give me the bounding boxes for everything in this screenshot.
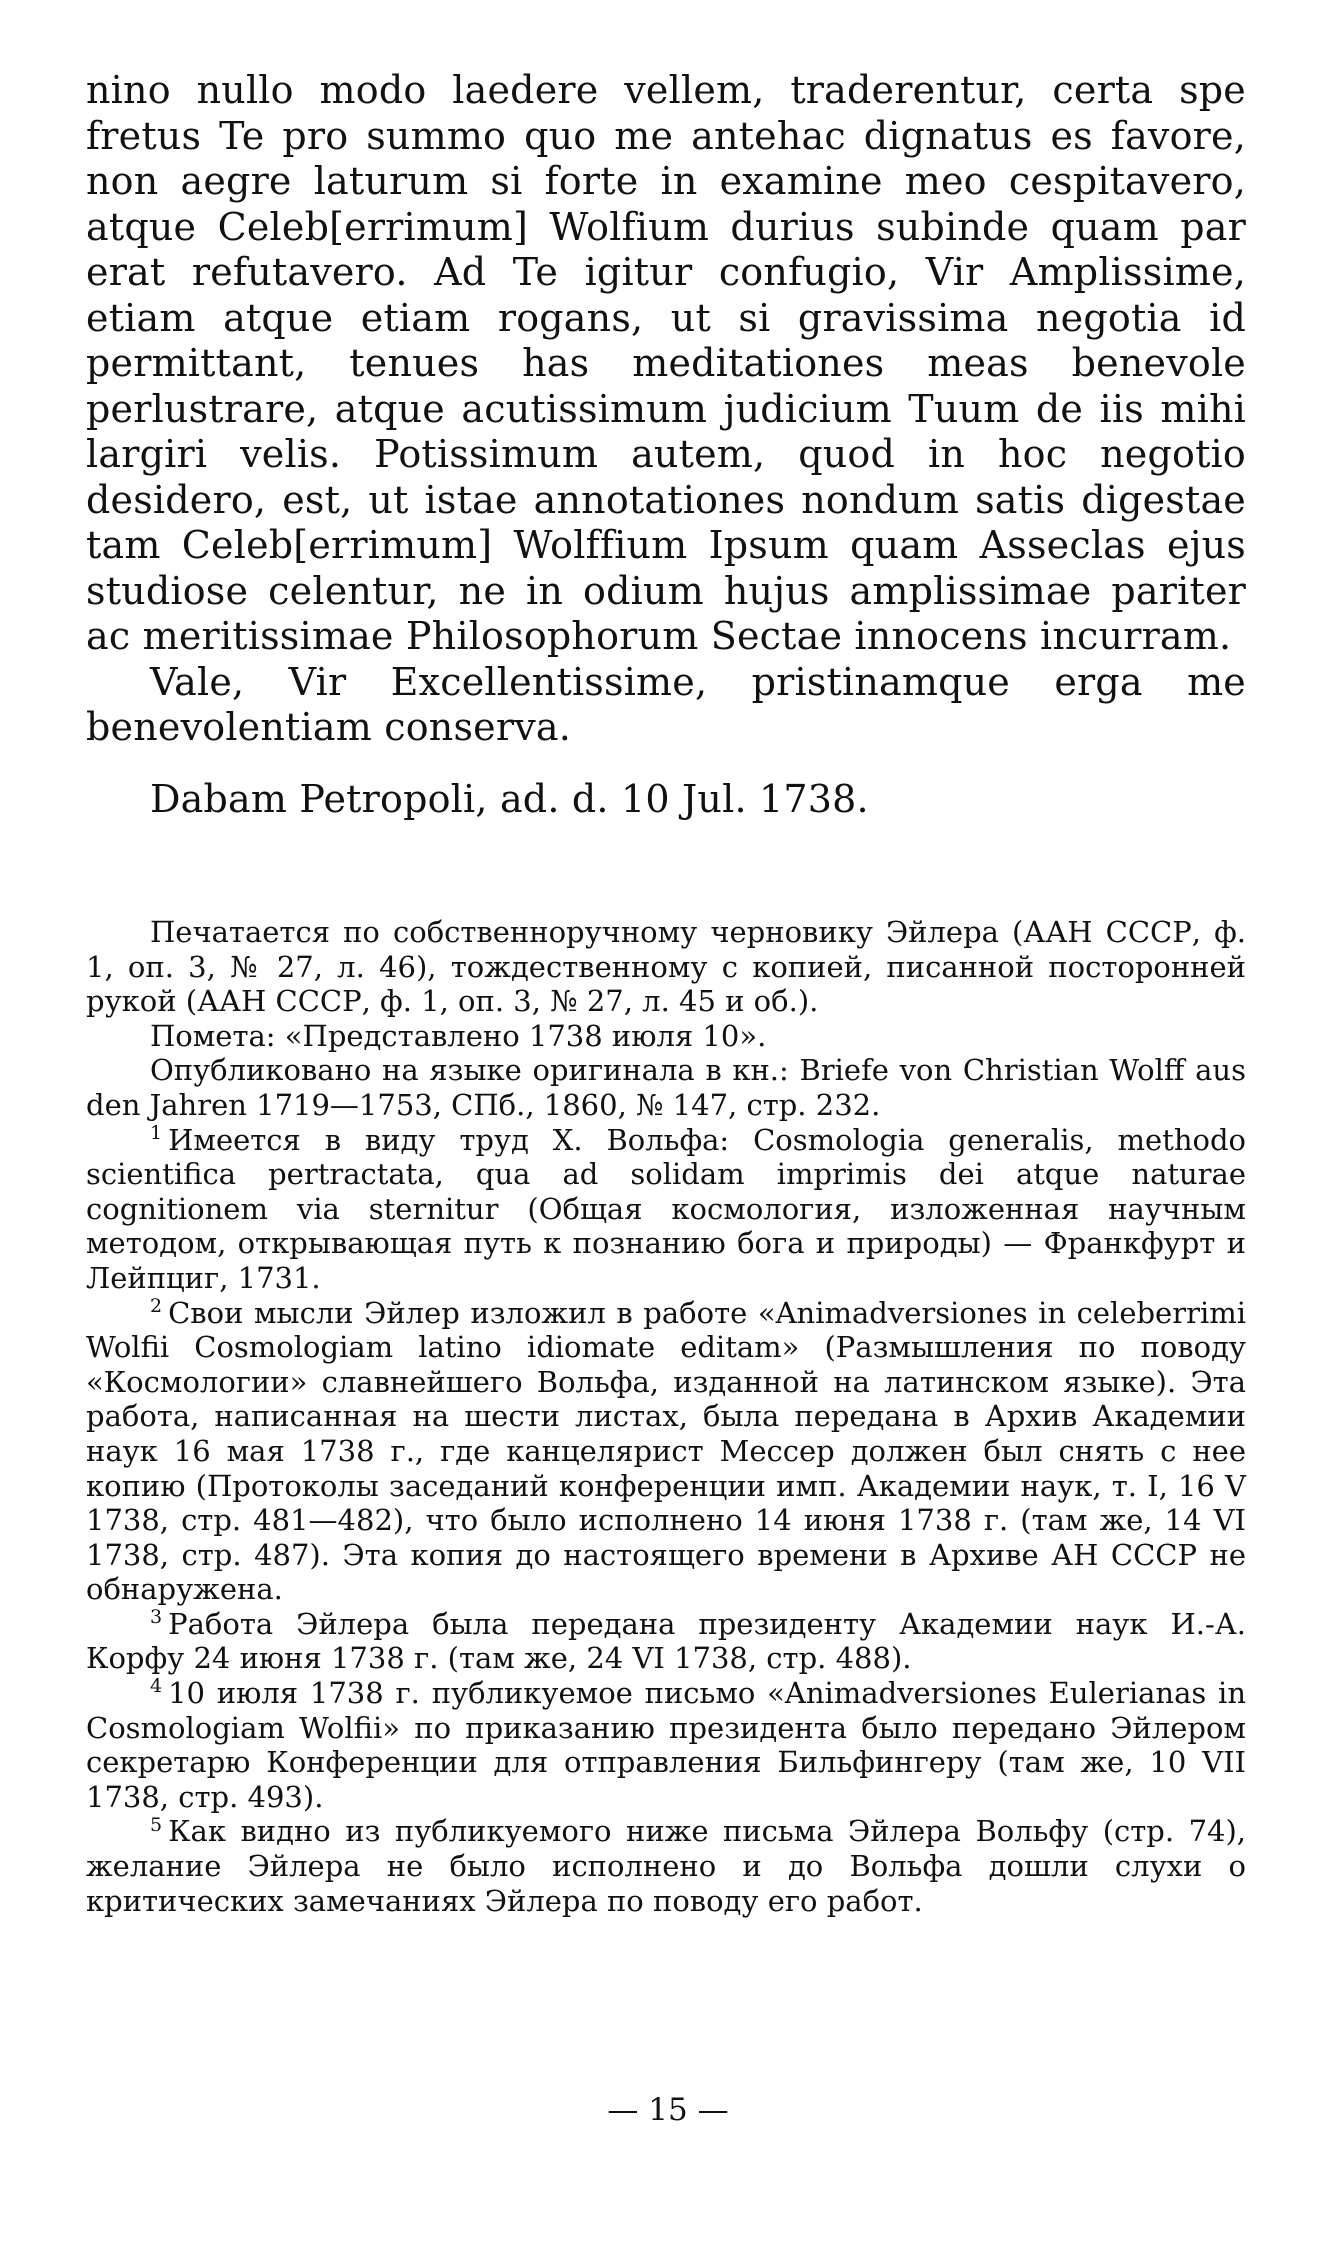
footnote-number: 4: [150, 1675, 163, 1698]
footnote-3: [86, 1607, 1246, 1676]
letter-date-line: Dabam Petropoli, ad. d. 10 Jul. 1738.: [150, 776, 869, 821]
footnote-text: Как видно из публикуемого ниже письма Эйлера Вольфу (стр. 74), желание Эйлера не было исполнено и до Вольфа дошли слухи о критических замечаниях Эйлера по поводу его работ.: [86, 1814, 1246, 1918]
footnote-1: [86, 1123, 1246, 1296]
letter-paragraph-2: Vale, Vir Excellentissime, pristinamque erga me benevolentiam conserva.: [86, 659, 1246, 749]
footnote-text: 10 июля 1738 г. публикуемое письмо «Animadversiones Eulerianas in Cosmologiam Wolfii» по приказанию президента было передано Эйлером секретарю Конференции для отправления Бильфингеру (там же, 10 VII 1738, стр. 493).: [86, 1676, 1246, 1814]
note-published: Опубликовано на языке оригинала в кн.: Briefe von Christian Wolff aus den Jahren 1719—1753, СПб., 1860, № 147, стр. 232.: [86, 1053, 1246, 1122]
footnote-text: Имеется в виду труд Х. Вольфа: Cosmologia generalis, methodo scientifica pertractata, qua ad solidam imprimis dei atque naturae cognitionem via sternitur (Общая космология, изложенная научным методом, открывающая путь к познанию бога и природы) — Франкфурт и Лейпциг, 1731.: [86, 1122, 1246, 1295]
footnote-text: Свои мысли Эйлер изложил в работе «Animadversiones in celeberrimi Wolfii Cosmologiam latino idiomate editam» (Размышления по поводу «Космологии» славнейшего Вольфа, изданной на латинском языке). Эта работа, написанная на шести листах, была передана в Архив Академии наук 16 мая 1738 г., где канцелярист Мессер должен был снять с нее копию (Протоколы заседаний конференции имп. Академии наук, т. I, 16 V 1738, стр. 481—482), что было исполнено 14 июня 1738 г. (там же, 14 VI 1738, стр. 487). Эта копия до настоящего времени в Архиве АН СССР не обнаружена.: [86, 1295, 1246, 1607]
footnote-2: [86, 1296, 1246, 1607]
page-number: — 15 —: [607, 2092, 729, 2128]
footnote-number: 5: [150, 1813, 163, 1836]
letter-paragraph-1: nino nullo modo laedere vellem, traderentur, certa spe fretus Te pro summo quo me antehac dignatus es favore, non aegre laturum si forte in examine meo cespitavero, atque Celeb[errimum] Wolfium durius subinde quam par erat refutavero. Ad Te igitur confugio, Vir Amplissime, etiam atque etiam rogans, ut si gravissima negotia id permittant, tenues has meditationes meas benevole perlustrare, atque acutissimum judicium Tuum de iis mihi largiri velis. Potissimum autem, quod in hoc negotio desidero, est, ut istae annotationes nondum satis digestae tam Celeb[errimum] Wolffium Ipsum quam Asseclas ejus studiose celentur, ne in odium hujus amplissimae pariter ac meritissimae Philosophorum Sectae innocens incurram.: [86, 68, 1246, 658]
note-mark: Помета: «Представлено 1738 июля 10».: [150, 1018, 767, 1053]
footnote-number: 3: [150, 1606, 163, 1629]
editorial-notes: [86, 915, 1246, 1918]
footnote-5: [86, 1814, 1246, 1918]
footnote-number: 2: [150, 1294, 163, 1317]
footnote-text: Работа Эйлера была передана президенту Академии наук И.-А. Корфу 24 июня 1738 г. (там же, 24 VI 1738, стр. 488).: [86, 1606, 1246, 1676]
footnote-number: 1: [150, 1121, 163, 1144]
footnote-4: [86, 1676, 1246, 1814]
letter-body: [86, 68, 1246, 822]
note-source: Печатается по собственноручному черновику Эйлера (ААН СССР, ф. 1, оп. 3, № 27, л. 46), тождественному с копией, писанной посторонней рукой (ААН СССР, ф. 1, оп. 3, № 27, л. 45 и об.).: [86, 915, 1246, 1019]
